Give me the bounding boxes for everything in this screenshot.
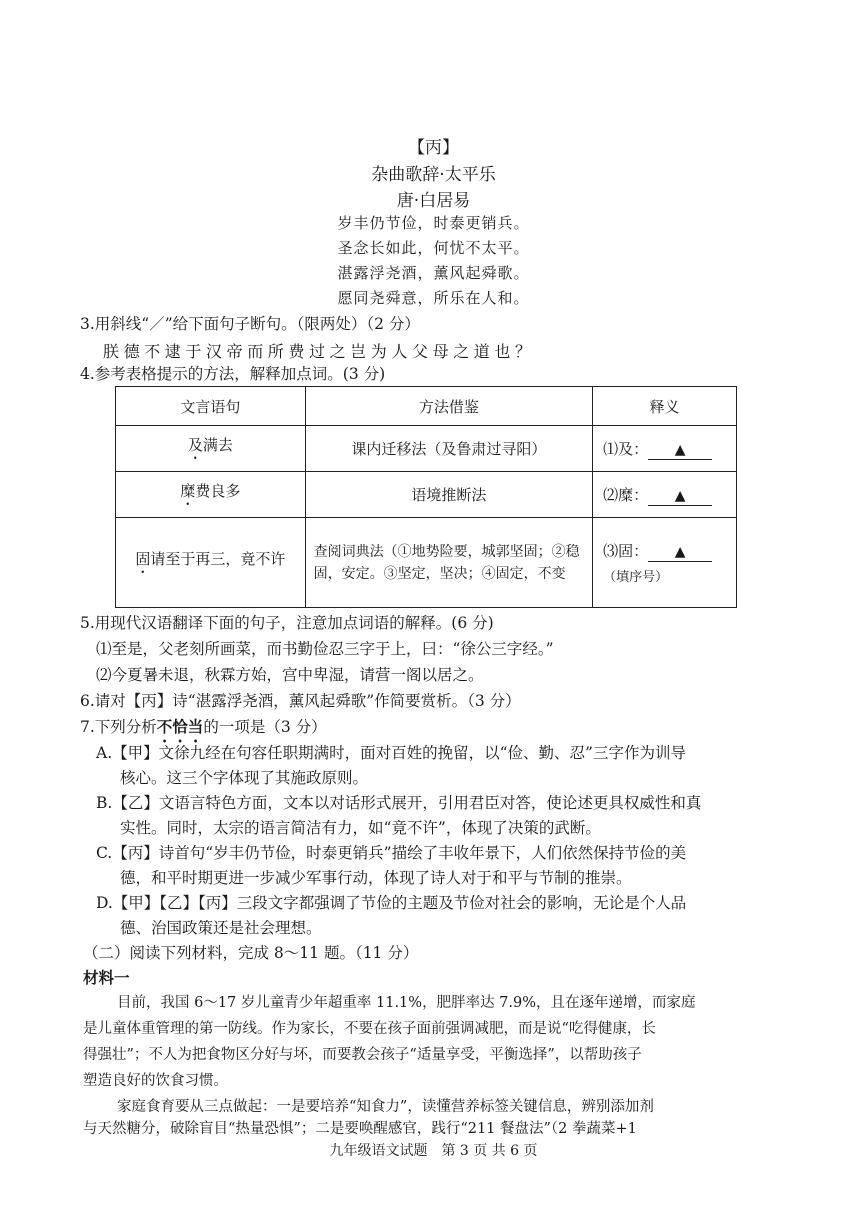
option-a-line-1: A.【甲】文徐九经在句容任职期满时，面对百姓的挽留，以“俭、勤、忍”三字作为训导	[96, 744, 686, 762]
triangle-icon: ▲	[674, 441, 686, 458]
table-header-cell: 释义	[593, 387, 737, 426]
material-paragraph-line: 是儿童体重管理的第一防线。作为家长，不要在孩子面前强调减肥，而是说“吃得健康，长	[83, 1021, 656, 1037]
poem-line-4: 愿同尧舜意，所乐在人和。	[337, 289, 530, 307]
triangle-icon: ▲	[674, 487, 686, 504]
option-b-line-1: B.【乙】文语言特色方面，文本以对话形式展开，引用君臣对答，使论述更具权威性和真	[96, 794, 702, 812]
material-paragraph-line: 与天然糖分，破除盲目“热量恐惧”；二是要唤醒感官，践行“211 餐盘法”（2 拳蔬菜+1	[83, 1121, 637, 1137]
page-footer: 九年级语文试题 第 3 页 共 6 页	[329, 1143, 538, 1159]
table-row	[116, 472, 737, 518]
question-5-sentence-1: ⑴至是，父老刻所画菜，而书勤俭忍三字于上，曰：“徐公三字经。”	[96, 640, 554, 658]
question-4-stem: 4.参考表格提示的方法，解释加点词。(3 分)	[80, 365, 386, 383]
poem-line-2: 圣念长如此，何忧不太平。	[337, 239, 530, 257]
option-c-line-2: 德，和平时期更进一步减少军事行动，体现了诗人对于和平与节制的推崇。	[120, 869, 632, 887]
triangle-icon: ▲	[674, 544, 686, 560]
phrase-cell	[116, 518, 306, 608]
phrase-rest: 满去	[202, 436, 233, 454]
question-3-stem: 3.用斜线“／”给下面句子断句。（限两处）（2 分）	[80, 315, 420, 333]
method-table	[115, 386, 737, 608]
fill-hint: （填序号）	[603, 570, 669, 585]
option-a-line-2: 核心。这三个字体现了其施政原则。	[120, 769, 369, 787]
stem-part: 的一项是（3 分）	[203, 718, 327, 736]
table-header-row	[116, 387, 737, 426]
phrase-rest: 费良多	[195, 482, 241, 500]
meaning-cell	[593, 518, 737, 608]
table-row	[116, 426, 737, 472]
phrase-rest: 请至于再三，竟不许	[150, 550, 286, 568]
material-paragraph-line: 家庭食育要从三点做起：一是要培养“知食力”，读懂营养标签关键信息，辨别添加剂	[117, 1099, 654, 1115]
poem-title: 杂曲歌辞·太平乐	[371, 165, 496, 185]
table-row	[116, 518, 737, 608]
method-cell: 课内迁移法（及鲁肃过寻阳）	[305, 426, 592, 472]
table-header-cell: 方法借鉴	[305, 387, 592, 426]
method-cell: 语境推断法	[305, 472, 592, 518]
meaning-cell	[593, 472, 737, 518]
material-title: 材料一	[83, 969, 130, 987]
table-header-cell: 文言语句	[116, 387, 306, 426]
method-cell: 查阅词典法（①地势险要，城郭坚固；②稳固，安定。③坚定，坚决；④固定，不变	[305, 518, 592, 608]
option-c-line-1: C.【丙】诗首句“岁丰仍节俭，时泰更销兵”描绘了丰收年景下，人们依然保持节俭的美	[96, 844, 687, 862]
meaning-label: ⑴及：	[603, 439, 649, 458]
meaning-cell	[593, 426, 737, 472]
question-5-sentence-2: ⑵今夏暑未退，秋霖方始，宫中卑湿，请营一阁以居之。	[96, 666, 484, 684]
answer-blank[interactable]	[648, 542, 712, 562]
phrase-cell	[116, 472, 306, 518]
question-5-stem: 5.用现代汉语翻译下面的句子，注意加点词语的解释。(6 分)	[80, 614, 494, 632]
answer-blank[interactable]	[648, 440, 712, 460]
option-d-line-1: D.【甲】【乙】【丙】三段文字都强调了节俭的主题及节俭对社会的影响，无论是个人品	[96, 894, 687, 912]
phrase-cell	[116, 426, 306, 472]
option-b-line-2: 实性。同时，太宗的语言简洁有力，如“竟不许”，体现了决策的武断。	[120, 819, 601, 837]
dotted-word: 固	[135, 550, 151, 568]
emphasis-text: 不恰当	[156, 717, 204, 736]
dotted-word: 糜	[180, 482, 196, 500]
dotted-word: 及	[187, 436, 203, 454]
answer-blank[interactable]	[648, 486, 712, 506]
stem-part: 7.下列分析	[80, 718, 157, 736]
material-paragraph-line: 得强壮”；不人为把食物区分好与坏，而要教会孩子“适量享受，平衡选择”，以帮助孩子	[83, 1047, 642, 1063]
section-2-heading: （二）阅读下列材料，完成 8～11 题。（11 分）	[83, 944, 419, 962]
material-paragraph-line: 目前，我国 6～17 岁儿童青少年超重率 11.1%，肥胖率达 7.9%，且在逐年递增，而家庭	[117, 995, 696, 1011]
poem-tag: 【丙】	[408, 138, 459, 158]
option-d-line-2: 德、治国政策还是社会理想。	[120, 919, 322, 937]
meaning-label: ⑵糜：	[603, 485, 649, 504]
material-paragraph-line: 塑造良好的饮食习惯。	[83, 1073, 228, 1089]
meaning-label: ⑶固：	[603, 542, 649, 560]
poem-author: 唐·白居易	[396, 191, 471, 211]
question-6-stem: 6.请对【丙】诗“湛露浮尧酒，薰风起舜歌”作简要赏析。（3 分）	[80, 692, 521, 710]
question-3-sentence: 朕德不逮于汉帝而所费过之岂为人父母之道也？	[103, 342, 536, 361]
poem-line-3: 湛露浮尧酒，薰风起舜歌。	[337, 264, 530, 282]
poem-line-1: 岁丰仍节俭，时泰更销兵。	[337, 214, 530, 232]
